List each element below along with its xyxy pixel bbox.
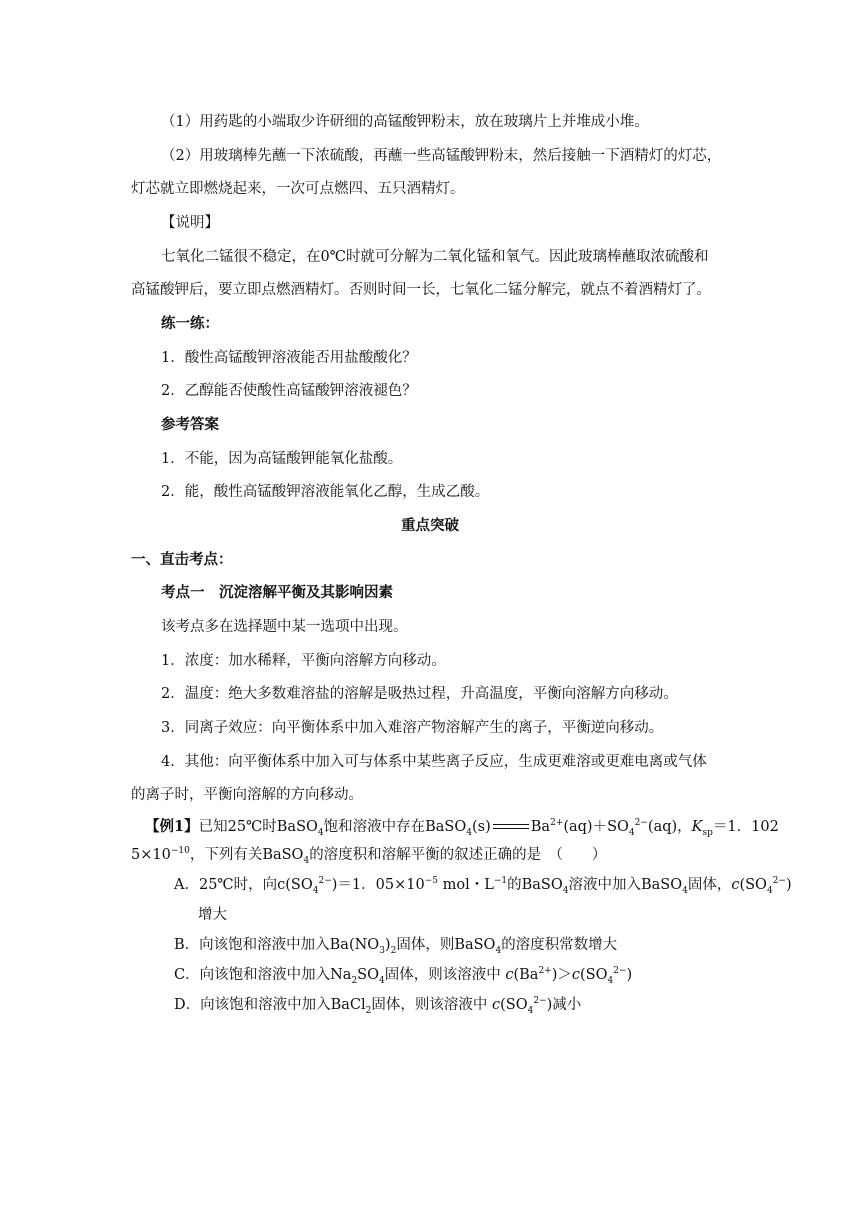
option-c: C．向该饱和溶液中加入$Na_2SO_4$固体，则该溶液中 $c(Ba^{2+})>c(SO_4^{2-})$ — [174, 966, 633, 986]
key-point-heading: 考点一 沉淀溶解平衡及其影响因素 — [161, 584, 393, 601]
option-a: A．25℃时，向$c(SO_4^{2-})=1$．$05\times 10^{-5}$ mol・$L^{-1}$的BaSO$_4$溶液中加入BaSO$_4$固体，$c(SO_4^{2-})$ — [174, 876, 792, 896]
factor-4-line-1: 4．其他：向平衡体系中加入可与体系中某些离子反应，生成更难溶或更难电离或气体 — [161, 754, 707, 770]
experiment-step-2-line-1: （2）用玻璃棒先蘸一下浓硫酸，再蘸一些高锰酸钾粉末，然后接触一下酒精灯的灯芯， — [161, 148, 722, 164]
answers-heading: 参考答案 — [161, 416, 219, 433]
experiment-step-1: （1）用药匙的小端取少许研细的高锰酸钾粉末，放在玻璃片上并堆成小堆。 — [161, 114, 649, 130]
option-b: B．向该饱和溶液中加入$Ba(NO_3)_2$固体，则BaSO$_4$的溶度积常数增大 — [174, 937, 618, 956]
example-stem-line-2: $5\times 10^{-10}$，下列有关BaSO$_4$的溶度积和溶解平衡的叙述正确的是 （ ） — [131, 846, 607, 866]
explanation-heading: 【说明】 — [161, 215, 219, 231]
equilibrium-arrow-icon — [491, 822, 531, 832]
option-a-continuation: 增大 — [198, 907, 227, 923]
example-label: 【例1】 — [145, 818, 199, 835]
practice-heading: 练一练： — [161, 315, 219, 332]
factor-2: 2．温度：绝大多数难溶盐的溶解是吸热过程，升高温度，平衡向溶解方向移动。 — [161, 686, 678, 702]
explanation-line-2: 高锰酸钾后，要立即点燃酒精灯。否则时间一长，七氧化二锰分解完，就点不着酒精灯了。 — [131, 282, 711, 298]
answer-2: 2．能，酸性高锰酸钾溶液能氧化乙醇，生成乙酸。 — [161, 484, 490, 500]
factor-4-line-2: 的离子时，平衡向溶解的方向移动。 — [131, 787, 363, 803]
answer-1: 1．不能，因为高锰酸钾能氧化盐酸。 — [161, 451, 403, 467]
explanation-line-1: 七氧化二锰很不稳定，在0℃时就可分解为二氧化锰和氧气。因此玻璃棒蘸取浓硫酸和 — [161, 249, 709, 265]
factor-3: 3．同离子效应：向平衡体系中加入难溶产物溶解产生的离子，平衡逆向移动。 — [161, 720, 664, 736]
section-title: 重点突破 — [401, 517, 459, 534]
option-d: D．向该饱和溶液中加入BaCl$_2$固体，则该溶液中 $c(SO_4^{2-})$减小 — [174, 996, 582, 1016]
part-heading: 一、直击考点： — [131, 551, 233, 568]
experiment-step-2-line-2: 灯芯就立即燃烧起来，一次可点燃四、五只酒精灯。 — [131, 181, 465, 197]
factor-1: 1．浓度：加水稀释，平衡向溶解方向移动。 — [161, 653, 446, 669]
practice-question-2: 2．乙醇能否使酸性高锰酸钾溶液褪色？ — [161, 383, 417, 399]
example-stem-line-1: 【例1】已知25℃时BaSO$_4$饱和溶液中存在BaSO$_4$(s) $Ba^{2+}(aq)+SO_4^{2-}(aq)$，$K_{sp}=1$．102 — [145, 818, 779, 838]
key-point-intro: 该考点多在选择题中某一选项中出现。 — [161, 619, 408, 635]
practice-question-1: 1．酸性高锰酸钾溶液能否用盐酸酸化？ — [161, 350, 417, 366]
